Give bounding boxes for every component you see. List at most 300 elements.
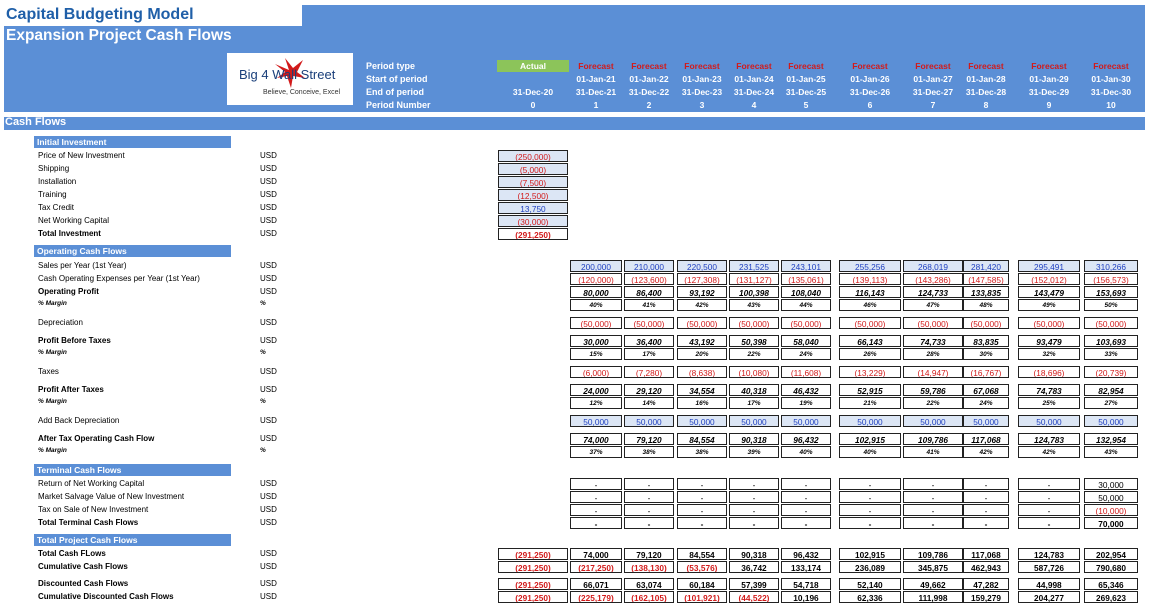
- value-cell[interactable]: 42%: [1018, 446, 1080, 458]
- value-cell[interactable]: (18,696): [1018, 366, 1080, 378]
- end-date-5: 31-Dec-25: [785, 87, 827, 97]
- value-cell[interactable]: 103,693: [1084, 335, 1138, 347]
- value-cell[interactable]: 62,336: [839, 591, 901, 603]
- row-unit: %: [260, 447, 266, 454]
- period-type-4: Forecast: [736, 61, 772, 71]
- value-cell[interactable]: 108,040: [781, 286, 831, 298]
- period-type-6: Forecast: [852, 61, 888, 71]
- value-cell[interactable]: 46,432: [781, 384, 831, 396]
- value-cell[interactable]: (143,286): [903, 273, 963, 285]
- value-cell[interactable]: 66,071: [570, 578, 622, 590]
- value-cell[interactable]: -: [903, 478, 963, 490]
- value-cell[interactable]: (135,061): [781, 273, 831, 285]
- row-label: Installation: [38, 177, 77, 186]
- row-label: Total Terminal Cash Flows: [38, 518, 139, 527]
- value-cell[interactable]: 60,184: [677, 578, 727, 590]
- value-cell[interactable]: 50,000: [1018, 415, 1080, 427]
- value-cell[interactable]: (8,638): [677, 366, 727, 378]
- value-cell[interactable]: 37%: [570, 446, 622, 458]
- row-label: % Margin: [38, 447, 67, 454]
- period-number-1: 1: [593, 100, 599, 110]
- value-cell[interactable]: -: [570, 491, 622, 503]
- value-cell[interactable]: (44,522): [729, 591, 779, 603]
- end-date-7: 31-Dec-27: [912, 87, 954, 97]
- value-cell[interactable]: 159,279: [963, 591, 1009, 603]
- value-cell[interactable]: 93,192: [677, 286, 727, 298]
- value-cell[interactable]: 38%: [624, 446, 674, 458]
- value-cell[interactable]: -: [1018, 491, 1080, 503]
- value-cell[interactable]: 38%: [677, 446, 727, 458]
- value-cell[interactable]: -: [903, 491, 963, 503]
- value-cell[interactable]: 133,174: [781, 561, 831, 573]
- value-cell[interactable]: 50,000: [624, 415, 674, 427]
- value-cell[interactable]: 10,196: [781, 591, 831, 603]
- value-cell[interactable]: 202,954: [1084, 548, 1138, 560]
- value-cell[interactable]: 42%: [677, 299, 727, 311]
- value-cell[interactable]: 90,318: [729, 548, 779, 560]
- row-label: Cumulative Cash Flows: [38, 562, 128, 571]
- value-cell[interactable]: (11,608): [781, 366, 831, 378]
- value-cell[interactable]: -: [570, 517, 622, 529]
- value-cell[interactable]: 40%: [570, 299, 622, 311]
- period-number-7: 7: [930, 100, 936, 110]
- value-cell[interactable]: 66,143: [839, 335, 901, 347]
- value-cell[interactable]: 50,000: [839, 415, 901, 427]
- value-cell[interactable]: 204,277: [1018, 591, 1080, 603]
- row-label: Total Cash FLows: [38, 549, 106, 558]
- period-type-9: Forecast: [1031, 61, 1067, 71]
- value-cell[interactable]: 40,318: [729, 384, 779, 396]
- value-cell[interactable]: (50,000): [677, 317, 727, 329]
- value-cell[interactable]: 74,783: [1018, 384, 1080, 396]
- logo-brand: Big 4 Wall Street: [239, 67, 336, 82]
- value-cell[interactable]: 124,783: [1018, 433, 1080, 445]
- value-cell[interactable]: 30%: [963, 348, 1009, 360]
- row-unit: USD: [260, 479, 277, 488]
- value-cell[interactable]: 13,750: [498, 202, 568, 214]
- value-cell[interactable]: 46%: [839, 299, 901, 311]
- start-date-7: 01-Jan-27: [913, 74, 953, 84]
- row-label: Training: [38, 190, 67, 199]
- value-cell[interactable]: (5,000): [498, 163, 568, 175]
- row-label: Tax on Sale of New Investment: [38, 505, 149, 514]
- value-cell[interactable]: 80,000: [570, 286, 622, 298]
- period-number-8: 8: [983, 100, 989, 110]
- period-type-2: Forecast: [631, 61, 667, 71]
- value-cell[interactable]: (291,250): [498, 228, 568, 240]
- value-cell[interactable]: 17%: [729, 397, 779, 409]
- value-cell[interactable]: 41%: [903, 446, 963, 458]
- value-cell[interactable]: (50,000): [729, 317, 779, 329]
- row-label: Discounted Cash Flows: [38, 579, 129, 588]
- value-cell[interactable]: 47%: [903, 299, 963, 311]
- start-date-9: 01-Jan-29: [1029, 74, 1069, 84]
- value-cell[interactable]: 82,954: [1084, 384, 1138, 396]
- value-cell[interactable]: (123,600): [624, 273, 674, 285]
- value-cell[interactable]: (225,179): [570, 591, 622, 603]
- value-cell[interactable]: (50,000): [1084, 317, 1138, 329]
- value-cell[interactable]: 32%: [1018, 348, 1080, 360]
- value-cell[interactable]: (7,280): [624, 366, 674, 378]
- value-cell[interactable]: (10,080): [729, 366, 779, 378]
- value-cell[interactable]: 109,786: [903, 433, 963, 445]
- start-date-5: 01-Jan-25: [786, 74, 826, 84]
- value-cell[interactable]: 52,915: [839, 384, 901, 396]
- start-date-10: 01-Jan-30: [1091, 74, 1131, 84]
- value-cell[interactable]: (120,000): [570, 273, 622, 285]
- row-unit: USD: [260, 385, 277, 394]
- value-cell[interactable]: (291,250): [498, 591, 568, 603]
- value-cell[interactable]: 54,718: [781, 578, 831, 590]
- row-unit: %: [260, 398, 266, 405]
- value-cell[interactable]: 39%: [729, 446, 779, 458]
- start-date-3: 01-Jan-23: [682, 74, 722, 84]
- value-cell[interactable]: (16,767): [963, 366, 1009, 378]
- value-cell[interactable]: (156,573): [1084, 273, 1138, 285]
- row-label: Profit After Taxes: [38, 385, 104, 394]
- value-cell[interactable]: -: [729, 478, 779, 490]
- value-cell[interactable]: (250,000): [498, 150, 568, 162]
- value-cell[interactable]: 30,000: [1084, 478, 1138, 490]
- value-cell[interactable]: -: [903, 517, 963, 529]
- value-cell[interactable]: 124,733: [903, 286, 963, 298]
- value-cell[interactable]: -: [570, 478, 622, 490]
- value-cell[interactable]: (291,250): [498, 578, 568, 590]
- row-label: Shipping: [38, 164, 70, 173]
- value-cell[interactable]: (152,012): [1018, 273, 1080, 285]
- row-label: Return of Net Working Capital: [38, 479, 145, 488]
- period-type-5: Forecast: [788, 61, 824, 71]
- value-cell[interactable]: 15%: [570, 348, 622, 360]
- value-cell[interactable]: 70,000: [1084, 517, 1138, 529]
- value-cell[interactable]: 102,915: [839, 433, 901, 445]
- value-cell[interactable]: 14%: [624, 397, 674, 409]
- value-cell[interactable]: 26%: [839, 348, 901, 360]
- value-cell[interactable]: 96,432: [781, 548, 831, 560]
- sheet-title: Expansion Project Cash Flows: [6, 27, 232, 44]
- value-cell[interactable]: -: [963, 517, 1009, 529]
- value-cell[interactable]: 47,282: [963, 578, 1009, 590]
- value-cell[interactable]: (131,127): [729, 273, 779, 285]
- value-cell[interactable]: (291,250): [498, 561, 568, 573]
- value-cell[interactable]: 19%: [781, 397, 831, 409]
- value-cell[interactable]: (20,739): [1084, 366, 1138, 378]
- value-cell[interactable]: 220,500: [677, 260, 727, 272]
- value-cell[interactable]: 111,998: [903, 591, 963, 603]
- value-cell[interactable]: 59,786: [903, 384, 963, 396]
- value-cell[interactable]: (30,000): [498, 215, 568, 227]
- row-label: Cash Operating Expenses per Year (1st Year): [38, 274, 200, 283]
- value-cell[interactable]: 49%: [1018, 299, 1080, 311]
- row-unit: USD: [260, 287, 277, 296]
- period-number-3: 3: [699, 100, 705, 110]
- value-cell[interactable]: -: [781, 491, 831, 503]
- value-cell[interactable]: 33%: [1084, 348, 1138, 360]
- value-cell[interactable]: -: [729, 504, 779, 516]
- value-cell[interactable]: 50,000: [677, 415, 727, 427]
- row-unit: USD: [260, 216, 277, 225]
- value-cell[interactable]: (162,105): [624, 591, 674, 603]
- value-cell[interactable]: 43%: [729, 299, 779, 311]
- value-cell[interactable]: (127,308): [677, 273, 727, 285]
- value-cell[interactable]: 63,074: [624, 578, 674, 590]
- company-logo: [227, 53, 353, 105]
- value-cell[interactable]: 50,398: [729, 335, 779, 347]
- value-cell[interactable]: 50,000: [1084, 415, 1138, 427]
- value-cell[interactable]: 50%: [1084, 299, 1138, 311]
- logo-tagline: Believe, Conceive, Excel: [263, 89, 341, 96]
- end-date-1: 31-Dec-21: [575, 87, 617, 97]
- value-cell[interactable]: (50,000): [781, 317, 831, 329]
- value-cell[interactable]: 58,040: [781, 335, 831, 347]
- value-cell[interactable]: (50,000): [839, 317, 901, 329]
- value-cell[interactable]: 22%: [903, 397, 963, 409]
- value-cell[interactable]: 243,101: [781, 260, 831, 272]
- row-unit: USD: [260, 592, 277, 601]
- value-cell[interactable]: 124,783: [1018, 548, 1080, 560]
- row-unit: USD: [260, 190, 277, 199]
- row-label: Price of New Investment: [38, 151, 125, 160]
- value-cell[interactable]: 65,346: [1084, 578, 1138, 590]
- value-cell[interactable]: (13,229): [839, 366, 901, 378]
- value-cell[interactable]: 25%: [1018, 397, 1080, 409]
- period-number-2: 2: [646, 100, 652, 110]
- value-cell[interactable]: (10,000): [1084, 504, 1138, 516]
- end-date-9: 31-Dec-29: [1028, 87, 1070, 97]
- row-label: Taxes: [38, 367, 59, 376]
- period-number-5: 5: [803, 100, 809, 110]
- period-number-6: 6: [867, 100, 873, 110]
- start-date-8: 01-Jan-28: [966, 74, 1006, 84]
- value-cell[interactable]: 36,400: [624, 335, 674, 347]
- value-cell[interactable]: 255,256: [839, 260, 901, 272]
- row-unit: USD: [260, 579, 277, 588]
- value-cell[interactable]: (217,250): [570, 561, 622, 573]
- value-cell[interactable]: -: [677, 504, 727, 516]
- value-cell[interactable]: -: [677, 478, 727, 490]
- value-cell[interactable]: 790,680: [1084, 561, 1138, 573]
- value-cell[interactable]: 79,120: [624, 433, 674, 445]
- value-cell[interactable]: (139,113): [839, 273, 901, 285]
- value-cell[interactable]: 52,140: [839, 578, 901, 590]
- value-cell[interactable]: 90,318: [729, 433, 779, 445]
- period-number-9: 9: [1046, 100, 1052, 110]
- value-cell[interactable]: 40%: [781, 446, 831, 458]
- value-cell[interactable]: 36,742: [729, 561, 779, 573]
- value-cell[interactable]: 16%: [677, 397, 727, 409]
- value-cell[interactable]: 587,726: [1018, 561, 1080, 573]
- value-cell[interactable]: 29,120: [624, 384, 674, 396]
- value-cell[interactable]: -: [781, 517, 831, 529]
- value-cell[interactable]: -: [839, 504, 901, 516]
- value-cell[interactable]: 30,000: [570, 335, 622, 347]
- value-cell[interactable]: 100,398: [729, 286, 779, 298]
- value-cell[interactable]: (53,576): [677, 561, 727, 573]
- value-cell[interactable]: -: [729, 517, 779, 529]
- value-cell[interactable]: 41%: [624, 299, 674, 311]
- value-cell[interactable]: 17%: [624, 348, 674, 360]
- value-cell[interactable]: 236,089: [839, 561, 901, 573]
- value-cell[interactable]: -: [903, 504, 963, 516]
- value-cell[interactable]: -: [839, 478, 901, 490]
- value-cell[interactable]: 57,399: [729, 578, 779, 590]
- value-cell[interactable]: 210,000: [624, 260, 674, 272]
- value-cell[interactable]: (50,000): [570, 317, 622, 329]
- value-cell[interactable]: 48%: [963, 299, 1009, 311]
- value-cell[interactable]: -: [624, 517, 674, 529]
- value-cell[interactable]: 67,068: [963, 384, 1009, 396]
- value-cell[interactable]: 50,000: [903, 415, 963, 427]
- value-cell[interactable]: 20%: [677, 348, 727, 360]
- value-cell[interactable]: -: [677, 517, 727, 529]
- value-cell[interactable]: 49,662: [903, 578, 963, 590]
- value-cell[interactable]: (50,000): [624, 317, 674, 329]
- row-unit: USD: [260, 164, 277, 173]
- value-cell[interactable]: (12,500): [498, 189, 568, 201]
- value-cell[interactable]: (147,585): [963, 273, 1009, 285]
- end-date-6: 31-Dec-26: [849, 87, 891, 97]
- value-cell[interactable]: -: [624, 504, 674, 516]
- value-cell[interactable]: 310,266: [1084, 260, 1138, 272]
- value-cell[interactable]: 74,000: [570, 548, 622, 560]
- value-cell[interactable]: 34,554: [677, 384, 727, 396]
- value-cell[interactable]: 21%: [839, 397, 901, 409]
- value-cell[interactable]: (50,000): [1018, 317, 1080, 329]
- value-cell[interactable]: 50,000: [729, 415, 779, 427]
- value-cell[interactable]: 40%: [839, 446, 901, 458]
- value-cell[interactable]: 50,000: [1084, 491, 1138, 503]
- value-cell[interactable]: 43,192: [677, 335, 727, 347]
- value-cell[interactable]: 269,623: [1084, 591, 1138, 603]
- value-cell[interactable]: 102,915: [839, 548, 901, 560]
- end-date-10: 31-Dec-30: [1090, 87, 1132, 97]
- period-number-0: 0: [530, 100, 536, 110]
- row-label: % Margin: [38, 349, 67, 356]
- header-label-start: Start of period: [366, 74, 428, 84]
- value-cell[interactable]: 96,432: [781, 433, 831, 445]
- row-unit: USD: [260, 518, 277, 527]
- period-type-3: Forecast: [684, 61, 720, 71]
- value-cell[interactable]: 50,000: [570, 415, 622, 427]
- value-cell[interactable]: 22%: [729, 348, 779, 360]
- header-label-period-type: Period type: [366, 61, 416, 71]
- row-label: Depreciation: [38, 318, 83, 327]
- value-cell[interactable]: (50,000): [963, 317, 1009, 329]
- start-date-1: 01-Jan-21: [576, 74, 616, 84]
- row-unit: USD: [260, 203, 277, 212]
- row-unit: USD: [260, 318, 277, 327]
- value-cell[interactable]: 12%: [570, 397, 622, 409]
- value-cell[interactable]: 84,554: [677, 433, 727, 445]
- start-date-6: 01-Jan-26: [850, 74, 890, 84]
- value-cell[interactable]: -: [781, 504, 831, 516]
- value-cell[interactable]: (14,947): [903, 366, 963, 378]
- value-cell[interactable]: (138,130): [624, 561, 674, 573]
- value-cell[interactable]: 281,420: [963, 260, 1009, 272]
- value-cell[interactable]: 153,693: [1084, 286, 1138, 298]
- row-label: Total Investment: [38, 229, 101, 238]
- value-cell[interactable]: 44,998: [1018, 578, 1080, 590]
- end-date-8: 31-Dec-28: [965, 87, 1007, 97]
- value-cell[interactable]: 83,835: [963, 335, 1009, 347]
- value-cell[interactable]: 24,000: [570, 384, 622, 396]
- value-cell[interactable]: -: [729, 491, 779, 503]
- value-cell[interactable]: 462,943: [963, 561, 1009, 573]
- value-cell[interactable]: (7,500): [498, 176, 568, 188]
- value-cell[interactable]: -: [570, 504, 622, 516]
- value-cell[interactable]: 295,491: [1018, 260, 1080, 272]
- value-cell[interactable]: 27%: [1084, 397, 1138, 409]
- row-label: Add Back Depreciation: [38, 416, 120, 425]
- value-cell[interactable]: 84,554: [677, 548, 727, 560]
- value-cell[interactable]: (101,921): [677, 591, 727, 603]
- cash-flows-bar: [4, 117, 1145, 130]
- value-cell[interactable]: 28%: [903, 348, 963, 360]
- value-cell[interactable]: (50,000): [903, 317, 963, 329]
- value-cell[interactable]: -: [839, 491, 901, 503]
- value-cell[interactable]: 109,786: [903, 548, 963, 560]
- value-cell[interactable]: 143,479: [1018, 286, 1080, 298]
- row-unit: USD: [260, 229, 277, 238]
- value-cell[interactable]: -: [624, 491, 674, 503]
- value-cell[interactable]: 116,143: [839, 286, 901, 298]
- value-cell[interactable]: 74,000: [570, 433, 622, 445]
- value-cell[interactable]: 86,400: [624, 286, 674, 298]
- value-cell[interactable]: 268,019: [903, 260, 963, 272]
- value-cell[interactable]: -: [1018, 478, 1080, 490]
- value-cell[interactable]: -: [963, 478, 1009, 490]
- end-date-4: 31-Dec-24: [733, 87, 775, 97]
- value-cell[interactable]: -: [839, 517, 901, 529]
- value-cell[interactable]: (291,250): [498, 548, 568, 560]
- value-cell[interactable]: -: [963, 491, 1009, 503]
- value-cell[interactable]: -: [963, 504, 1009, 516]
- value-cell[interactable]: (6,000): [570, 366, 622, 378]
- row-label: Net Working Capital: [38, 216, 109, 225]
- period-type-1: Forecast: [578, 61, 614, 71]
- value-cell[interactable]: 24%: [963, 397, 1009, 409]
- value-cell[interactable]: 50,000: [963, 415, 1009, 427]
- value-cell[interactable]: 132,954: [1084, 433, 1138, 445]
- value-cell[interactable]: 42%: [963, 446, 1009, 458]
- value-cell[interactable]: 231,525: [729, 260, 779, 272]
- value-cell[interactable]: 44%: [781, 299, 831, 311]
- section-header: Total Project Cash Flows: [34, 534, 231, 546]
- end-date-2: 31-Dec-22: [628, 87, 670, 97]
- value-cell[interactable]: 117,068: [963, 548, 1009, 560]
- section-header: Terminal Cash Flows: [34, 464, 231, 476]
- value-cell[interactable]: 24%: [781, 348, 831, 360]
- value-cell[interactable]: 93,479: [1018, 335, 1080, 347]
- value-cell[interactable]: 79,120: [624, 548, 674, 560]
- value-cell[interactable]: 133,835: [963, 286, 1009, 298]
- value-cell[interactable]: -: [624, 478, 674, 490]
- row-unit: USD: [260, 367, 277, 376]
- period-number-4: 4: [751, 100, 757, 110]
- value-cell[interactable]: -: [1018, 517, 1080, 529]
- period-type-0: Actual: [520, 61, 546, 71]
- value-cell[interactable]: -: [781, 478, 831, 490]
- value-cell[interactable]: 74,733: [903, 335, 963, 347]
- value-cell[interactable]: 117,068: [963, 433, 1009, 445]
- value-cell[interactable]: 50,000: [781, 415, 831, 427]
- value-cell[interactable]: 200,000: [570, 260, 622, 272]
- value-cell[interactable]: -: [1018, 504, 1080, 516]
- value-cell[interactable]: 345,875: [903, 561, 963, 573]
- period-number-10: 10: [1106, 100, 1116, 110]
- value-cell[interactable]: 43%: [1084, 446, 1138, 458]
- value-cell[interactable]: -: [677, 491, 727, 503]
